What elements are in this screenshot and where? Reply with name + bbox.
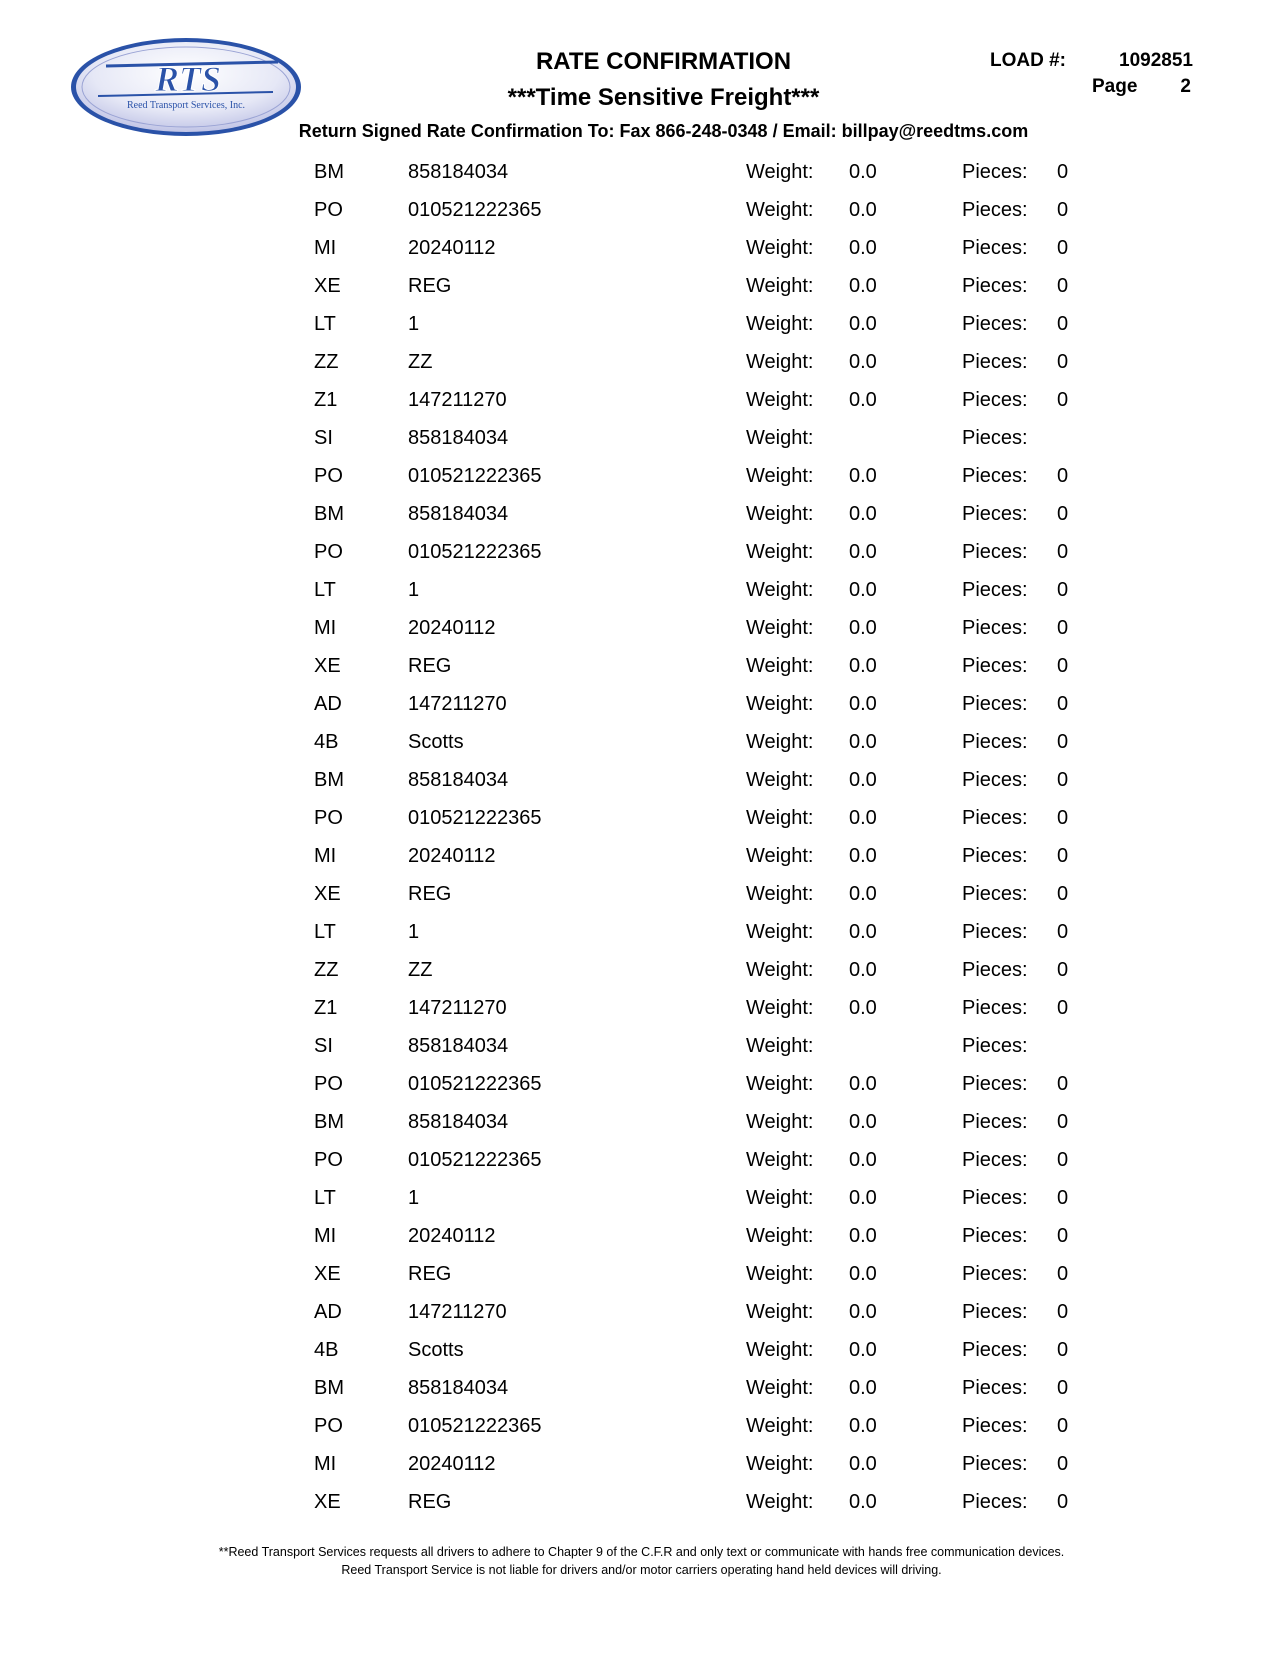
list-item [0,1447,1283,1485]
pieces-value: 0 [1057,237,1069,259]
weight-value: 0.0 [849,579,877,601]
pieces-label: Pieces: [962,1453,1028,1475]
weight-label: Weight: [746,883,814,905]
pieces-value: 0 [1057,465,1069,487]
reference-code: PO [314,807,343,829]
weight-value: 0.0 [849,161,877,183]
pieces-value: 0 [1057,731,1069,753]
weight-value: 0.0 [849,655,877,677]
list-item [0,953,1283,991]
reference-code: PO [314,1415,343,1437]
pieces-value: 0 [1057,389,1069,411]
reference-value: 010521222365 [408,199,542,221]
pieces-value: 0 [1057,1453,1069,1475]
footer-notice-line-1: **Reed Transport Services requests all drivers to adhere to Chapter 9 of the C.F.R and only text or communicate with hands free communication devices. [218,1545,1065,1559]
reference-value: 858184034 [408,769,509,791]
pieces-label: Pieces: [962,275,1028,297]
reference-code: PO [314,1073,343,1095]
weight-label: Weight: [746,921,814,943]
footer-notice-line-2: Reed Transport Service is not liable for drivers and/or motor carriers operating hand held devices will driving. [341,1563,942,1577]
pieces-label: Pieces: [962,1415,1028,1437]
page-title: RATE CONFIRMATION [535,48,792,75]
weight-label: Weight: [746,389,814,411]
reference-value: 20240112 [408,1453,496,1475]
reference-code: MI [314,1453,337,1475]
reference-value: 1 [408,313,420,335]
reference-code: MI [314,617,337,639]
reference-value: 20240112 [408,845,496,867]
list-item [0,611,1283,649]
pieces-label: Pieces: [962,1111,1028,1133]
pieces-value: 0 [1057,275,1069,297]
weight-value: 0.0 [849,1415,877,1437]
list-item [0,1181,1283,1219]
pieces-label: Pieces: [962,1073,1028,1095]
reference-value: Scotts [408,731,464,753]
weight-value: 0.0 [849,541,877,563]
reference-value: REG [408,275,452,297]
page-number-value: 2 [1180,76,1191,97]
reference-value: 20240112 [408,617,496,639]
reference-code: XE [314,275,341,297]
pieces-label: Pieces: [962,199,1028,221]
weight-label: Weight: [746,503,814,525]
pieces-label: Pieces: [962,541,1028,563]
weight-value: 0.0 [849,921,877,943]
weight-value: 0.0 [849,1263,877,1285]
list-item [0,763,1283,801]
pieces-label: Pieces: [962,1035,1028,1057]
weight-label: Weight: [746,617,814,639]
reference-code: BM [314,1377,344,1399]
pieces-value: 0 [1057,199,1069,221]
pieces-label: Pieces: [962,997,1028,1019]
reference-code: BM [314,769,344,791]
reference-value: ZZ [408,959,433,981]
logo-company-name: Reed Transport Services, Inc. [126,100,246,111]
reference-value: 858184034 [408,161,509,183]
pieces-value: 0 [1057,161,1069,183]
pieces-label: Pieces: [962,465,1028,487]
weight-label: Weight: [746,579,814,601]
pieces-label: Pieces: [962,503,1028,525]
pieces-value: 0 [1057,921,1069,943]
weight-value: 0.0 [849,389,877,411]
weight-value: 0.0 [849,617,877,639]
weight-value: 0.0 [849,769,877,791]
reference-value: 858184034 [408,1111,509,1133]
page-number-label: Page [1092,76,1138,97]
reference-code: LT [314,313,336,335]
list-item [0,1143,1283,1181]
pieces-value: 0 [1057,997,1069,1019]
list-item [0,155,1283,193]
weight-label: Weight: [746,1301,814,1323]
logo-letters: RTS [154,59,222,99]
weight-value: 0.0 [849,1377,877,1399]
weight-value: 0.0 [849,1111,877,1133]
reference-code: Z1 [314,997,338,1019]
reference-code: BM [314,1111,344,1133]
reference-value: 20240112 [408,1225,496,1247]
reference-code: MI [314,1225,337,1247]
pieces-value: 0 [1057,1339,1069,1361]
pieces-label: Pieces: [962,883,1028,905]
pieces-label: Pieces: [962,1491,1028,1513]
weight-label: Weight: [746,1187,814,1209]
pieces-value: 0 [1057,1263,1069,1285]
list-item [0,269,1283,307]
weight-label: Weight: [746,275,814,297]
reference-code: XE [314,1491,341,1513]
list-item [0,649,1283,687]
weight-label: Weight: [746,237,814,259]
pieces-value: 0 [1057,1301,1069,1323]
weight-value: 0.0 [849,351,877,373]
list-item [0,991,1283,1029]
weight-label: Weight: [746,427,814,449]
list-item [0,573,1283,611]
reference-code: PO [314,1149,343,1171]
reference-value: REG [408,883,452,905]
list-item [0,1067,1283,1105]
weight-label: Weight: [746,1491,814,1513]
list-item [0,725,1283,763]
list-item [0,1219,1283,1257]
pieces-label: Pieces: [962,921,1028,943]
weight-label: Weight: [746,1415,814,1437]
pieces-value: 0 [1057,693,1069,715]
reference-code: PO [314,199,343,221]
weight-label: Weight: [746,541,814,563]
pieces-label: Pieces: [962,389,1028,411]
return-instructions: Return Signed Rate Confirmation To: Fax 866-248-0348 / Email: billpay@reedtms.com [298,121,1029,141]
pieces-value: 0 [1057,351,1069,373]
list-item [0,877,1283,915]
pieces-label: Pieces: [962,845,1028,867]
list-item [0,1485,1283,1523]
reference-value: 010521222365 [408,1073,542,1095]
weight-label: Weight: [746,959,814,981]
reference-list [0,155,1283,1523]
reference-value: 010521222365 [408,1149,542,1171]
reference-value: 010521222365 [408,807,542,829]
list-item [0,839,1283,877]
reference-code: 4B [314,731,339,753]
page-subtitle: ***Time Sensitive Freight*** [507,84,820,111]
pieces-label: Pieces: [962,655,1028,677]
weight-value: 0.0 [849,1453,877,1475]
reference-code: PO [314,465,343,487]
pieces-value: 0 [1057,1415,1069,1437]
weight-value: 0.0 [849,199,877,221]
pieces-label: Pieces: [962,1339,1028,1361]
pieces-value: 0 [1057,959,1069,981]
pieces-value: 0 [1057,313,1069,335]
pieces-value: 0 [1057,807,1069,829]
pieces-label: Pieces: [962,769,1028,791]
pieces-label: Pieces: [962,161,1028,183]
pieces-label: Pieces: [962,1377,1028,1399]
list-item [0,1295,1283,1333]
weight-value: 0.0 [849,503,877,525]
reference-code: ZZ [314,959,339,981]
weight-label: Weight: [746,769,814,791]
weight-label: Weight: [746,655,814,677]
pieces-label: Pieces: [962,237,1028,259]
weight-label: Weight: [746,1111,814,1133]
load-number-label: LOAD #: [990,50,1066,71]
weight-value: 0.0 [849,693,877,715]
reference-code: MI [314,845,337,867]
weight-value: 0.0 [849,807,877,829]
list-item [0,535,1283,573]
pieces-value: 0 [1057,1187,1069,1209]
pieces-value: 0 [1057,769,1069,791]
reference-value: 858184034 [408,427,509,449]
pieces-label: Pieces: [962,1187,1028,1209]
pieces-value: 0 [1057,617,1069,639]
reference-code: SI [314,427,333,449]
pieces-value: 0 [1057,1491,1069,1513]
reference-code: PO [314,541,343,563]
pieces-label: Pieces: [962,351,1028,373]
reference-value: 010521222365 [408,465,542,487]
reference-value: REG [408,655,452,677]
weight-label: Weight: [746,731,814,753]
reference-value: 858184034 [408,1035,509,1057]
pieces-label: Pieces: [962,1301,1028,1323]
weight-value: 0.0 [849,313,877,335]
pieces-value: 0 [1057,579,1069,601]
weight-label: Weight: [746,1073,814,1095]
pieces-label: Pieces: [962,807,1028,829]
weight-label: Weight: [746,1377,814,1399]
weight-value: 0.0 [849,845,877,867]
list-item [0,345,1283,383]
weight-label: Weight: [746,845,814,867]
weight-value: 0.0 [849,1301,877,1323]
reference-value: 147211270 [408,997,507,1019]
reference-code: XE [314,883,341,905]
weight-label: Weight: [746,161,814,183]
reference-code: SI [314,1035,333,1057]
reference-value: 147211270 [408,1301,507,1323]
list-item [0,1409,1283,1447]
reference-code: AD [314,1301,342,1323]
weight-value: 0.0 [849,883,877,905]
weight-label: Weight: [746,1149,814,1171]
weight-label: Weight: [746,693,814,715]
reference-value: Scotts [408,1339,464,1361]
pieces-value: 0 [1057,845,1069,867]
weight-value: 0.0 [849,1187,877,1209]
weight-label: Weight: [746,1453,814,1475]
list-item [0,1105,1283,1143]
list-item [0,421,1283,459]
weight-label: Weight: [746,313,814,335]
pieces-value: 0 [1057,1377,1069,1399]
reference-code: LT [314,579,336,601]
weight-label: Weight: [746,1339,814,1361]
reference-value: 147211270 [408,389,507,411]
reference-value: 1 [408,1187,420,1209]
reference-code: BM [314,161,344,183]
reference-code: 4B [314,1339,339,1361]
weight-value: 0.0 [849,275,877,297]
weight-label: Weight: [746,199,814,221]
reference-code: XE [314,1263,341,1285]
reference-code: XE [314,655,341,677]
list-item [0,1371,1283,1409]
reference-value: 858184034 [408,1377,509,1399]
reference-value: REG [408,1263,452,1285]
list-item [0,231,1283,269]
list-item [0,497,1283,535]
pieces-label: Pieces: [962,1149,1028,1171]
pieces-label: Pieces: [962,579,1028,601]
weight-label: Weight: [746,1035,814,1057]
list-item [0,1333,1283,1371]
list-item [0,307,1283,345]
list-item [0,1257,1283,1295]
pieces-value: 0 [1057,1111,1069,1133]
weight-label: Weight: [746,1225,814,1247]
pieces-label: Pieces: [962,1263,1028,1285]
reference-value: 1 [408,921,420,943]
reference-value: 147211270 [408,693,507,715]
pieces-value: 0 [1057,1149,1069,1171]
reference-code: MI [314,237,337,259]
reference-value: REG [408,1491,452,1513]
reference-value: 20240112 [408,237,496,259]
weight-value: 0.0 [849,1225,877,1247]
pieces-label: Pieces: [962,693,1028,715]
weight-label: Weight: [746,1263,814,1285]
reference-value: 858184034 [408,503,509,525]
list-item [0,193,1283,231]
weight-value: 0.0 [849,237,877,259]
reference-code: LT [314,921,336,943]
pieces-value: 0 [1057,883,1069,905]
weight-value: 0.0 [849,1491,877,1513]
list-item [0,801,1283,839]
list-item [0,459,1283,497]
weight-label: Weight: [746,997,814,1019]
weight-value: 0.0 [849,997,877,1019]
weight-label: Weight: [746,465,814,487]
pieces-label: Pieces: [962,731,1028,753]
weight-label: Weight: [746,807,814,829]
reference-value: 010521222365 [408,1415,542,1437]
reference-code: AD [314,693,342,715]
list-item [0,915,1283,953]
list-item [0,1029,1283,1067]
reference-value: 1 [408,579,420,601]
weight-value: 0.0 [849,731,877,753]
pieces-label: Pieces: [962,959,1028,981]
weight-value: 0.0 [849,959,877,981]
pieces-value: 0 [1057,1225,1069,1247]
reference-code: Z1 [314,389,338,411]
load-number-value: 1092851 [1119,50,1193,71]
weight-value: 0.0 [849,1149,877,1171]
reference-value: ZZ [408,351,433,373]
weight-value: 0.0 [849,1339,877,1361]
pieces-value: 0 [1057,1073,1069,1095]
pieces-label: Pieces: [962,427,1028,449]
pieces-label: Pieces: [962,617,1028,639]
pieces-label: Pieces: [962,313,1028,335]
list-item [0,383,1283,421]
weight-value: 0.0 [849,1073,877,1095]
weight-value: 0.0 [849,465,877,487]
pieces-label: Pieces: [962,1225,1028,1247]
reference-code: ZZ [314,351,339,373]
pieces-value: 0 [1057,541,1069,563]
weight-label: Weight: [746,351,814,373]
pieces-value: 0 [1057,503,1069,525]
reference-value: 010521222365 [408,541,542,563]
reference-code: LT [314,1187,336,1209]
reference-code: BM [314,503,344,525]
list-item [0,687,1283,725]
pieces-value: 0 [1057,655,1069,677]
